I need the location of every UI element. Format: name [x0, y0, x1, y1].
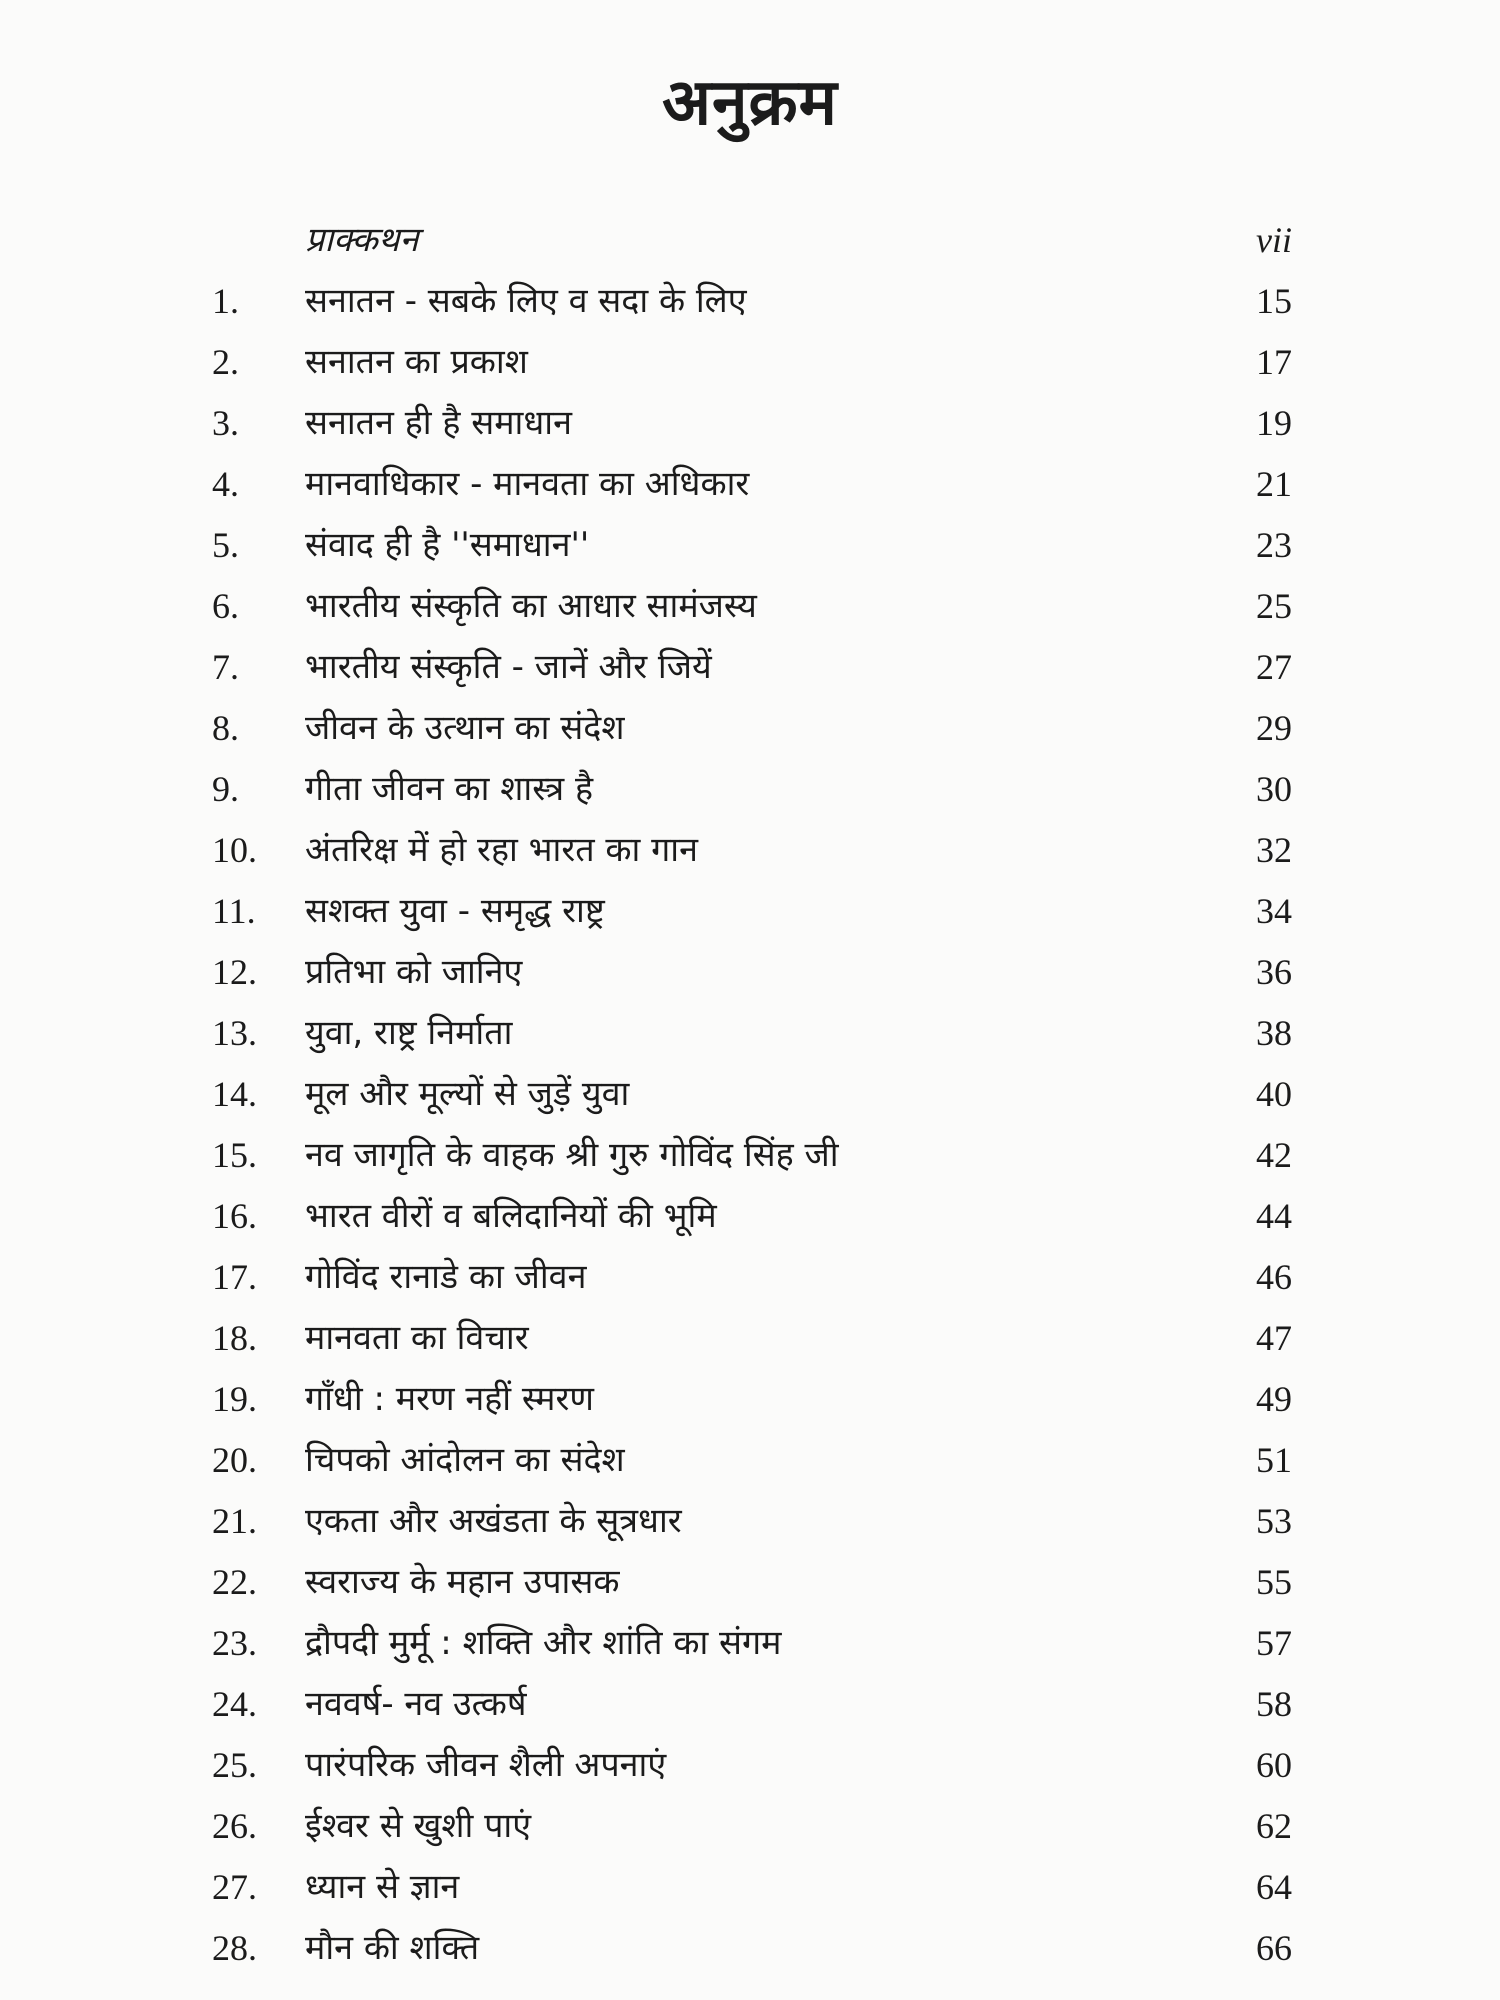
toc-entry-title: एकता और अखंडता के सूत्रधार — [305, 1501, 682, 1541]
toc-entry-number: 4. — [212, 464, 239, 504]
toc-entry-title: सनातन - सबके लिए व सदा के लिए — [305, 281, 747, 321]
toc-entry-page: 40 — [1256, 1074, 1292, 1114]
toc-entry-title: नववर्ष- नव उत्कर्ष — [305, 1684, 527, 1724]
toc-entry-title: संवाद ही है ''समाधान'' — [305, 525, 590, 565]
toc-entry-title: पारंपरिक जीवन शैली अपनाएं — [305, 1745, 667, 1785]
toc-entry-page: 44 — [1256, 1196, 1292, 1236]
toc-entry-title: मूल और मूल्यों से जुड़ें युवा — [305, 1074, 630, 1114]
toc-entry-number: 26. — [212, 1806, 257, 1846]
toc-entry-title: मानवता का विचार — [305, 1318, 529, 1358]
toc-entry-title: प्राक्कथन — [305, 220, 419, 260]
toc-row — [0, 698, 1500, 759]
toc-entry-number: 19. — [212, 1379, 257, 1419]
toc-entry-title: ईश्वर से खुशी पाएं — [305, 1806, 532, 1846]
toc-entry-page: 29 — [1256, 708, 1292, 748]
toc-entry-number: 1. — [212, 281, 239, 321]
toc-entry-number: 3. — [212, 403, 239, 443]
toc-entry-page: 58 — [1256, 1684, 1292, 1724]
toc-entry-title: स्वराज्य के महान उपासक — [305, 1562, 620, 1602]
toc-row — [0, 1491, 1500, 1552]
toc-entry-number: 9. — [212, 769, 239, 809]
toc-entry-page: 49 — [1256, 1379, 1292, 1419]
toc-entry-page: 57 — [1256, 1623, 1292, 1663]
toc-row — [0, 1064, 1500, 1125]
toc-entry-page: 25 — [1256, 586, 1292, 626]
toc-row — [0, 454, 1500, 515]
toc-entry-title: मौन की शक्ति — [305, 1928, 480, 1968]
toc-entry-number: 20. — [212, 1440, 257, 1480]
toc-entry-number: 7. — [212, 647, 239, 687]
toc-entry-page: 66 — [1256, 1928, 1292, 1968]
toc-entry-title: मानवाधिकार - मानवता का अधिकार — [305, 464, 750, 504]
toc-entry-page: 17 — [1256, 342, 1292, 382]
toc-entry-number: 14. — [212, 1074, 257, 1114]
toc-row — [0, 820, 1500, 881]
toc-entry-page: 64 — [1256, 1867, 1292, 1907]
toc-entry-page: 15 — [1256, 281, 1292, 321]
toc-entry-page: 19 — [1256, 403, 1292, 443]
toc-entry-page: 47 — [1256, 1318, 1292, 1358]
toc-entry-title: द्रौपदी मुर्मू : शक्ति और शांति का संगम — [305, 1623, 782, 1663]
toc-row — [0, 1674, 1500, 1735]
toc-entry-title: चिपको आंदोलन का संदेश — [305, 1440, 625, 1480]
toc-entry-number: 6. — [212, 586, 239, 626]
toc-entry-number: 25. — [212, 1745, 257, 1785]
toc-entry-title: सनातन का प्रकाश — [305, 342, 528, 382]
toc-row — [0, 1430, 1500, 1491]
toc-row — [0, 1186, 1500, 1247]
toc-entry-number: 18. — [212, 1318, 257, 1358]
toc-entry-number: 24. — [212, 1684, 257, 1724]
page-title: अनुक्रम — [662, 66, 838, 140]
toc-entry-title: गाँधी : मरण नहीं स्मरण — [305, 1379, 594, 1419]
toc-entry-number: 2. — [212, 342, 239, 382]
toc-row — [0, 1735, 1500, 1796]
toc-entry-page: vii — [1256, 220, 1292, 260]
toc-entry-title: नव जागृति के वाहक श्री गुरु गोविंद सिंह जी — [305, 1135, 839, 1175]
toc-entry-number: 8. — [212, 708, 239, 748]
toc-entry-page: 53 — [1256, 1501, 1292, 1541]
table-of-contents — [0, 210, 1500, 1980]
toc-entry-page: 51 — [1256, 1440, 1292, 1480]
toc-entry-title: प्रतिभा को जानिए — [305, 952, 523, 992]
toc-entry-number: 10. — [212, 830, 257, 870]
toc-row — [0, 942, 1500, 1003]
toc-entry-page: 38 — [1256, 1013, 1292, 1053]
toc-row-preface — [0, 210, 1500, 271]
toc-row — [0, 1613, 1500, 1674]
toc-row — [0, 1918, 1500, 1979]
toc-entry-title: गीता जीवन का शास्त्र है — [305, 769, 594, 809]
toc-entry-title: जीवन के उत्थान का संदेश — [305, 708, 625, 748]
toc-entry-title: भारतीय संस्कृति का आधार सामंजस्य — [305, 586, 757, 626]
toc-entry-title: सनातन ही है समाधान — [305, 403, 572, 443]
toc-row — [0, 881, 1500, 942]
toc-entry-title: अंतरिक्ष में हो रहा भारत का गान — [305, 830, 698, 870]
toc-row — [0, 1247, 1500, 1308]
toc-entry-page: 32 — [1256, 830, 1292, 870]
toc-entry-number: 21. — [212, 1501, 257, 1541]
toc-row — [0, 1003, 1500, 1064]
toc-entry-page: 30 — [1256, 769, 1292, 809]
toc-entry-title: सशक्त युवा - समृद्ध राष्ट्र — [305, 891, 605, 931]
toc-entry-number: 28. — [212, 1928, 257, 1968]
toc-entry-number: 12. — [212, 952, 257, 992]
toc-row — [0, 637, 1500, 698]
toc-entry-title: भारतीय संस्कृति - जानें और जियें — [305, 647, 712, 687]
toc-row — [0, 759, 1500, 820]
toc-row — [0, 1369, 1500, 1430]
toc-entry-number: 11. — [212, 891, 256, 931]
toc-entry-title: भारत वीरों व बलिदानियों की भूमि — [305, 1196, 717, 1236]
toc-entry-page: 60 — [1256, 1745, 1292, 1785]
toc-row — [0, 1857, 1500, 1918]
toc-row — [0, 1552, 1500, 1613]
toc-entry-number: 17. — [212, 1257, 257, 1297]
toc-entry-title: युवा, राष्ट्र निर्माता — [305, 1013, 513, 1053]
toc-entry-number: 15. — [212, 1135, 257, 1175]
toc-row — [0, 1796, 1500, 1857]
toc-entry-number: 16. — [212, 1196, 257, 1236]
toc-entry-page: 42 — [1256, 1135, 1292, 1175]
toc-row — [0, 332, 1500, 393]
toc-entry-title: ध्यान से ज्ञान — [305, 1867, 460, 1907]
toc-entry-page: 27 — [1256, 647, 1292, 687]
toc-entry-number: 13. — [212, 1013, 257, 1053]
toc-entry-page: 34 — [1256, 891, 1292, 931]
toc-entry-number: 23. — [212, 1623, 257, 1663]
toc-entry-number: 27. — [212, 1867, 257, 1907]
toc-row — [0, 515, 1500, 576]
toc-entry-page: 23 — [1256, 525, 1292, 565]
toc-row — [0, 576, 1500, 637]
toc-entry-number: 22. — [212, 1562, 257, 1602]
toc-entry-page: 55 — [1256, 1562, 1292, 1602]
toc-entry-title: गोविंद रानाडे का जीवन — [305, 1257, 587, 1297]
toc-entry-page: 62 — [1256, 1806, 1292, 1846]
toc-entry-page: 36 — [1256, 952, 1292, 992]
toc-row — [0, 1125, 1500, 1186]
toc-row — [0, 393, 1500, 454]
toc-row — [0, 1308, 1500, 1369]
toc-row — [0, 271, 1500, 332]
toc-entry-page: 21 — [1256, 464, 1292, 504]
toc-entry-number: 5. — [212, 525, 239, 565]
toc-entry-page: 46 — [1256, 1257, 1292, 1297]
